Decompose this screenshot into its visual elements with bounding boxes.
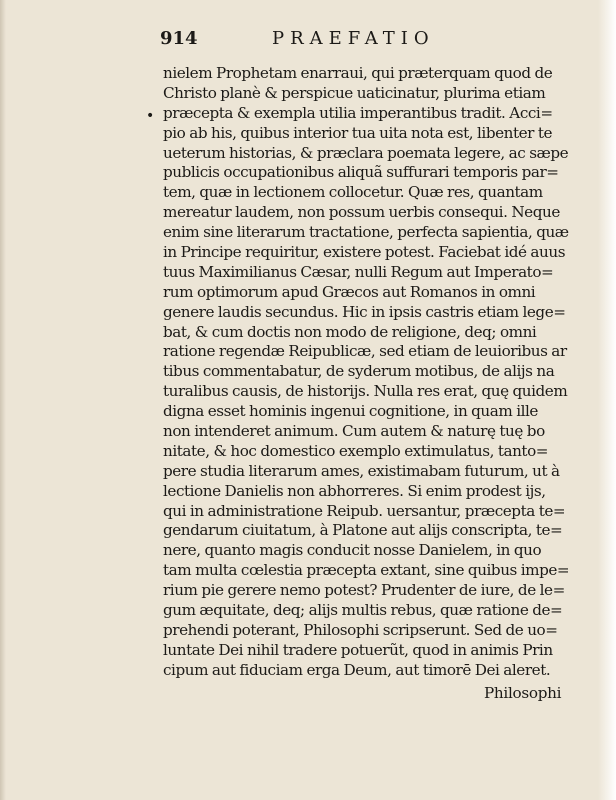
- margin-mark: •: [146, 108, 155, 124]
- text-line: bat, & cum doctis non modo de religione, deq; omni: [163, 322, 537, 341]
- text-line: non intenderet animum. Cum autem & naturę tuę bo: [163, 422, 545, 441]
- text-line: luntate Dei nihil tradere potuerũt, quod in animis Prin: [163, 640, 553, 659]
- text-line: tuus Maximilianus Cæsar, nulli Regum aut Imperato=: [163, 262, 554, 281]
- text-line: lectione Danielis non abhorreres. Si enim prodest ijs,: [163, 481, 546, 500]
- text-line: tibus commentabatur, de syderum motibus, de alijs na: [163, 362, 555, 381]
- text-line: pere studia literarum ames, existimabam futurum, ut à: [163, 461, 560, 480]
- text-line: pio ab his, quibus interior tua uita nota est, libenter te: [163, 123, 553, 142]
- text-line: cipum aut fiduciam erga Deum, aut timorē Dei aleret.: [163, 660, 551, 679]
- text-line: in Principe requiritur, existere potest. Faciebat idé auus: [163, 243, 566, 262]
- text-line: rium pie gerere nemo potest? Prudenter de iure, de le=: [163, 581, 565, 600]
- text-line: enim sine literarum tractatione, perfecta sapientia, quæ: [163, 223, 569, 242]
- catchword: Philosophi: [484, 684, 562, 702]
- running-head: PRAEFATIO: [272, 28, 435, 49]
- text-line: genere laudis secundus. Hic in ipsis castris etiam lege=: [163, 302, 566, 321]
- page-gutter-shadow: [0, 0, 6, 800]
- text-line: ueterum historias, & præclara poemata legere, ac sæpe: [163, 143, 569, 162]
- body-text: [163, 64, 615, 681]
- text-line: gum æquitate, deq; alijs multis rebus, quæ ratione de=: [163, 601, 563, 620]
- text-line: publicis occupationibus aliquã suffurari temporis par=: [163, 163, 559, 182]
- text-line: turalibus causis, de historijs. Nulla res erat, quę quidem: [163, 382, 568, 401]
- page-number: 914: [160, 28, 198, 49]
- text-line: nere, quanto magis conducit nosse Danielem, in quo: [163, 541, 542, 560]
- text-line: gendarum ciuitatum, à Platone aut alijs conscripta, te=: [163, 521, 563, 540]
- text-line: nitate, & hoc domestico exemplo extimulatus, tanto=: [163, 441, 549, 460]
- text-line: præcepta & exempla utilia imperantibus tradit. Acci=: [163, 103, 553, 122]
- text-line: tam multa cœlestia præcepta extant, sine quibus impe=: [163, 561, 570, 580]
- text-line: nielem Prophetam enarraui, qui præterquam quod de: [163, 64, 553, 82]
- text-line: tem, quæ in lectionem collocetur. Quæ res, quantam: [163, 183, 543, 202]
- text-line: Christo planè & perspicue uaticinatur, plurima etiam: [163, 83, 546, 102]
- text-line: ratione regendæ Reipublicæ, sed etiam de leuioribus ar: [163, 342, 567, 361]
- text-line: prehendi poterant, Philosophi scripserunt. Sed de uo=: [163, 620, 558, 639]
- text-line: qui in administratione Reipub. uersantur, præcepta te=: [163, 501, 566, 520]
- text-line: rum optimorum apud Græcos aut Romanos in omni: [163, 282, 536, 301]
- text-line: mereatur laudem, non possum uerbis consequi. Neque: [163, 203, 560, 222]
- text-line: digna esset hominis ingenui cognitione, in quam ille: [163, 402, 538, 421]
- page-header: [160, 28, 480, 54]
